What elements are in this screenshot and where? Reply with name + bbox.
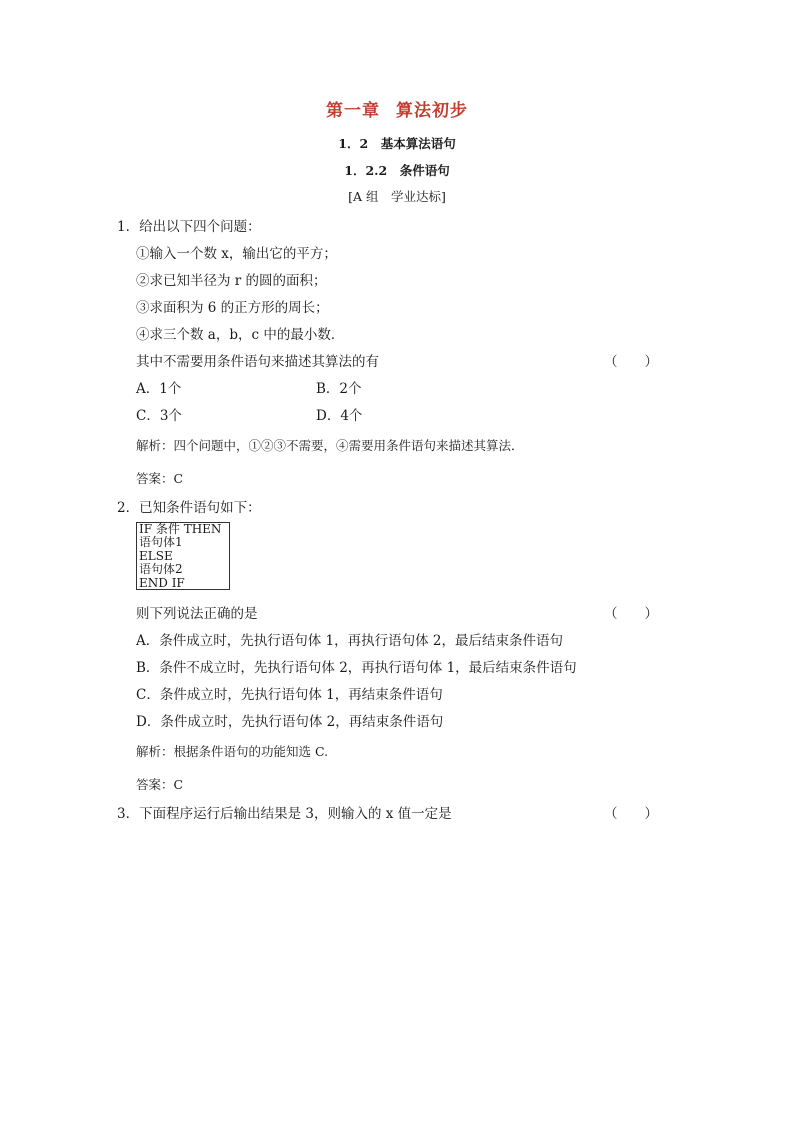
q1-stem: 1．给出以下四个问题： xyxy=(117,219,261,235)
subsection-heading: 1．2.2 条件语句 xyxy=(344,163,450,178)
q1-item-3: ③求面积为 6 的正方形的周长； xyxy=(136,300,329,316)
chapter-title-number: 第一章 xyxy=(326,101,380,121)
code-line: 语句体2 xyxy=(139,562,183,577)
q1-option-b: B．2个 xyxy=(316,381,362,397)
q1-prompt: 其中不需要用条件语句来描述其算法的有 xyxy=(136,354,379,370)
q1-option-d: D．4个 xyxy=(316,408,363,424)
q3-stem: 3．下面程序运行后输出结果是 3，则输入的 x 值一定是 xyxy=(117,806,452,822)
q2-option-b: B．条件不成立时，先执行语句体 2，再执行语句体 1，最后结束条件语句 xyxy=(136,660,577,676)
q2-option-d: D．条件成立时，先执行语句体 2，再结束条件语句 xyxy=(136,714,444,730)
q3-answer-bracket: （ ） xyxy=(604,806,658,822)
q2-answer-bracket: （ ） xyxy=(604,606,658,622)
q2-prompt: 则下列说法正确的是 xyxy=(136,606,258,622)
q2-analysis: 解析：根据条件语句的功能知选 C. xyxy=(136,744,329,759)
q1-answer: 答案：C xyxy=(136,471,184,486)
q1-item-4: ④求三个数 a，b，c 中的最小数． xyxy=(136,327,345,343)
code-line: 语句体1 xyxy=(139,535,183,550)
q1-option-a: A．1个 xyxy=(136,381,182,397)
q2-option-c: C．条件成立时，先执行语句体 1，再结束条件语句 xyxy=(136,687,443,703)
q1-item-2: ②求已知半径为 r 的圆的面积； xyxy=(136,273,327,289)
chapter-title-subject: 算法初步 xyxy=(396,101,468,121)
group-label: [A 组 学业达标] xyxy=(348,189,446,204)
code-line: ELSE xyxy=(139,548,173,563)
code-line: IF 条件 THEN xyxy=(139,522,222,536)
code-line: END IF xyxy=(139,575,185,590)
q1-option-c: C．3个 xyxy=(136,408,182,424)
section-heading: 1．2 基本算法语句 xyxy=(338,136,456,151)
q2-answer: 答案：C xyxy=(136,777,184,792)
q1-item-1: ①输入一个数 x，输出它的平方； xyxy=(136,246,337,262)
q2-code-box xyxy=(136,522,230,590)
q2-option-a: A．条件成立时，先执行语句体 1，再执行语句体 2，最后结束条件语句 xyxy=(136,633,564,649)
chapter-title xyxy=(0,96,794,121)
q1-answer-bracket: （ ） xyxy=(604,354,658,370)
q2-stem: 2．已知条件语句如下： xyxy=(117,500,261,516)
q1-analysis: 解析：四个问题中，①②③不需要，④需要用条件语句来描述其算法． xyxy=(136,438,524,453)
